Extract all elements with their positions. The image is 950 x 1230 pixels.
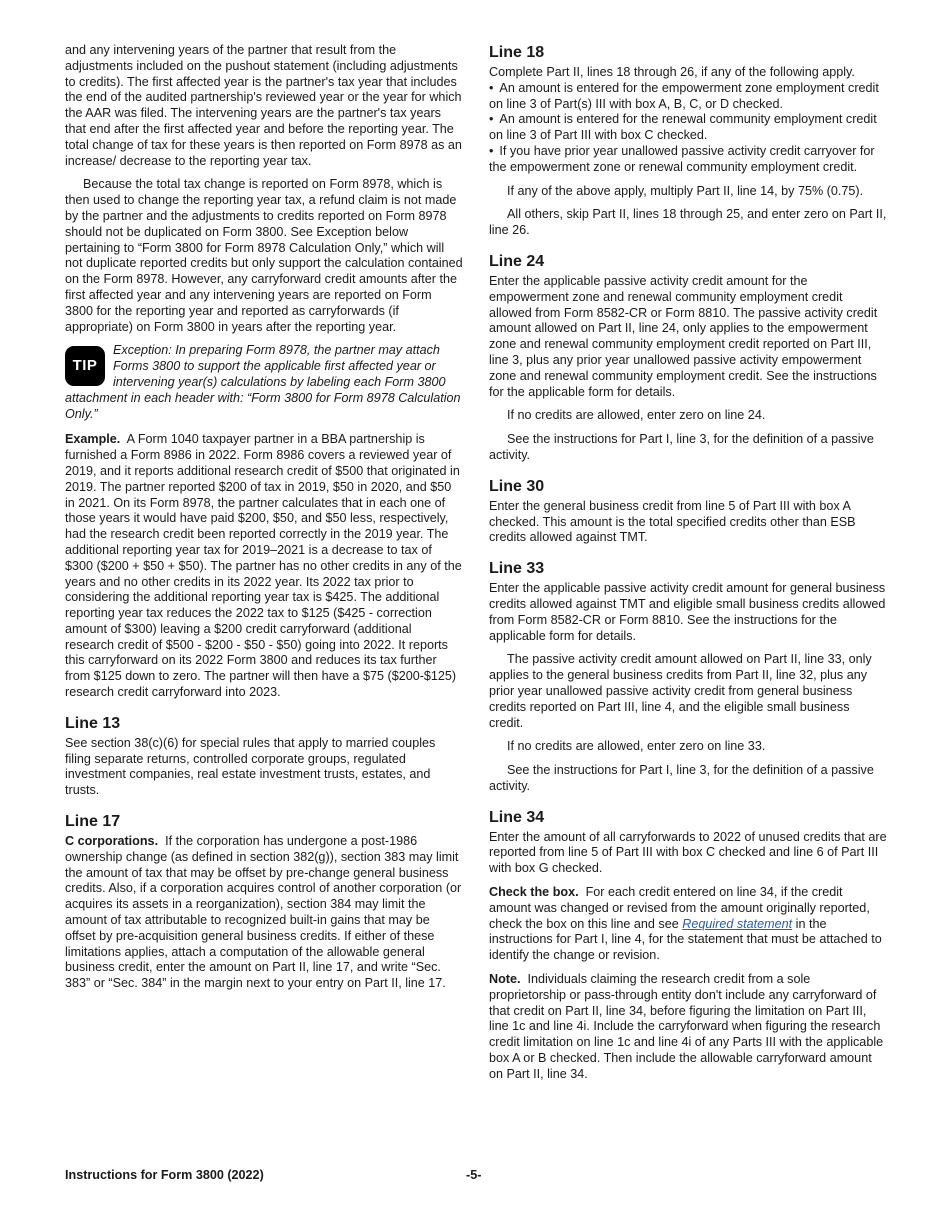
line17-label: C corporations.	[65, 834, 159, 849]
check-box-text-a: For each credit entered on line 34, if the credit amount was changed or revised from the amount originally reported, check the box on this line and see	[489, 885, 870, 931]
right-column	[489, 43, 887, 1091]
tip-text: Exception: In preparing Form 8978, the partner may attach Forms 3800 to support the applicable first affected year or intervening year(s) calculations by labeling each Form 3800 attachment in each header with: “Form 3800 for Form 8978 Calculation Only.”	[65, 343, 461, 421]
tip-box	[65, 343, 463, 422]
footer-title: Instructions for Form 3800 (2022)	[65, 1168, 264, 1182]
line33-see-instructions: See the instructions for Part I, line 3, for the definition of a passive activity.	[489, 763, 874, 793]
list-item: • If you have prior year unallowed passive activity credit carryover for the empowerment zone or renewal community employment credit.	[489, 144, 887, 176]
example-paragraph	[65, 432, 463, 701]
note-label: Note.	[489, 972, 521, 987]
check-box-text-b: in the instructions for Part I, line 4, for the statement that must be attached to identify the change or revision.	[489, 916, 882, 963]
check-box-paragraph	[489, 885, 887, 964]
required-statement-link[interactable]: Required statement	[682, 916, 793, 931]
line33-no-credits: If no credits are allowed, enter zero on line 33.	[507, 739, 766, 754]
tip-icon: TIP	[65, 346, 105, 386]
line34-heading: Line 34	[489, 808, 545, 826]
line30-heading: Line 30	[489, 477, 545, 495]
line24-no-credits: If no credits are allowed, enter zero on line 24.	[507, 408, 766, 423]
line33-text: Enter the applicable passive activity credit amount for general business credits allowed against TMT and eligible small business credits allowed from Form 8582-CR or Form 8810. See the instructions for the applicable form for details.	[489, 581, 886, 643]
line33-heading: Line 33	[489, 560, 545, 578]
list-item: • An amount is entered for the empowerment zone employment credit on line 3 of Part(s) III with box A, B, C, or D checked.	[489, 81, 887, 113]
line18-heading: Line 18	[489, 44, 545, 61]
line18-all-others: All others, skip Part II, lines 18 through 25, and enter zero on Part II, line 26.	[489, 207, 887, 238]
note-text: Individuals claiming the research credit from a sole proprietorship or pass-through entity don't include any carryforward of that credit on Part II, line 34, before figuring the limitation on Part III, line 1c and line 4i. Include the carryforward when figuring the research credit limitation on line 1c and line 4i of any Parts III with the applicable box A or B checked. Then include the allowable carryforward amount on Part II, line 34.	[489, 972, 884, 1081]
line13-text: See section 38(c)(6) for special rules that apply to married couples filing separate returns, controlled corporate groups, regulated investment companies, real estate investment trusts, estates, and trusts.	[65, 735, 436, 798]
check-box-label: Check the box.	[489, 885, 579, 900]
line24-see-instructions: See the instructions for Part I, line 3, for the definition of a passive activity.	[489, 432, 874, 462]
line17-heading: Line 17	[65, 813, 121, 831]
line13-heading: Line 13	[65, 714, 121, 732]
line18-multiply: If any of the above apply, multiply Part II, line 14, by 75% (0.75).	[507, 183, 864, 198]
left-column	[65, 43, 463, 1000]
list-item: • An amount is entered for the renewal community employment credit on line 3 of Part III with box C checked.	[489, 112, 887, 144]
line18-bullet-list	[489, 81, 887, 176]
paragraph-total-tax-change: Because the total tax change is reported on Form 8978, which is then used to change the reporting year tax, a refund claim is not made by the partner and the adjustments to credits reported on Form 8978 should not be duplicated on Form 3800. See Exception below pertaining to “Form 3800 for Form 8978 Calculation Only,” which will not duplicate reported credits but only support the calculation contained on the Form 8978. However, any carryforward credit amounts after the first affected year and any intervening years are reported on Form 3800 for the reporting year and reported as carryforwards (if appropriate) on Form 3800 in years after the reporting year.	[65, 177, 463, 334]
line30-text: Enter the general business credit from line 5 of Part III with box A checked. This amount is the total specified credits other than ESB credits allowed against TMT.	[489, 498, 856, 545]
line18-intro: Complete Part II, lines 18 through 26, if any of the following apply.	[489, 65, 855, 79]
line17-text: If the corporation has undergone a post-1986 ownership change (as defined in section 382(g)), section 383 may limit the amount of tax that may be offset by pre-change general business credits. Also, if a corporation acquires control of another corporation (or acquires its assets in a reorganization), section 384 may limit the amount of tax attributable to recognized built-in gains that may be offset by pre-acquisition general business credits. If either of these limitations applies, attach a computation of the allowable general business credit, enter the amount on Part II, line 17, and write “Sec. 383” or “Sec. 384” in the margin next to your entry on Part II, line 17.	[65, 834, 462, 991]
note-paragraph	[489, 972, 887, 1083]
example-text: A Form 1040 taxpayer partner in a BBA partnership is furnished a Form 8986 in 2022. Form 8986 covers a reviewed year of 2019, and it reports additional research credit of $500 that originated in 2019. The partner reported $200 of tax in 2019, $50 in 2020, and $50 in 2021. On its Form 8978, the partner calculates that in each one of those years it would have paid $200, $50, and $50 less, respectively, had the research credit been reported correctly in the 2019 year. The additional reporting year tax for 2019–2021 is a decrease to tax of $300 ($200 + $50 + $50). The partner has no other credits in any of the years and no other credits in its 2022 year. Its 2022 tax prior to considering the additional reporting year tax is $425. The additional reporting year tax reduces the 2022 tax to $125 ($425 - correction amount of $300) leaving a $200 credit carryforward (additional research credit of $500 - $200 - $50 - $50) going into 2022. It reports this carryforward on its 2022 Form 3800 and reduces its tax further from $125 down to zero. The partner will then have a $75 ($200-$125) research credit carryforward into 2023.	[65, 432, 462, 700]
line17-paragraph	[65, 834, 463, 992]
page-number: -5-	[466, 1168, 482, 1182]
example-label: Example.	[65, 432, 121, 447]
line24-heading: Line 24	[489, 252, 545, 270]
paragraph-pushout: and any intervening years of the partner that result from the adjustments included on the pushout statement (including adjustments to credits). The first affected year is the partner's tax year that includes the end of the audited partnership's reviewed year or the year for which the AAR was filed. The intervening years are the partner's tax years that end after the first affected year and before the reporting year. The total change of tax for these years is then reported on Form 8978 as an increase/ decrease to the reporting year tax.	[65, 43, 462, 168]
line34-text: Enter the amount of all carryforwards to 2022 of unused credits that are reported from line 5 of Part III with box C checked and line 6 of Part III with box G checked.	[489, 829, 887, 876]
line33-passive-amount: The passive activity credit amount allowed on Part II, line 33, only applies to the general business credits from Part II, line 32, plus any prior year unallowed passive activity credit from general business credits reported on Part III, line 4, and the eligible small business credit.	[489, 652, 872, 730]
line24-text: Enter the applicable passive activity credit amount for the empowerment zone and renewal community employment credit allowed from Form 8582-CR or Form 8810. The passive activity credit amount allowed on Part II, line 24, only applies to the empowerment zone and renewal community employment credit reported on Part III, line 3, plus any prior year unallowed passive activity empowerment zone and renewal community employment credit. See the instructions for the applicable form for details.	[489, 273, 878, 399]
